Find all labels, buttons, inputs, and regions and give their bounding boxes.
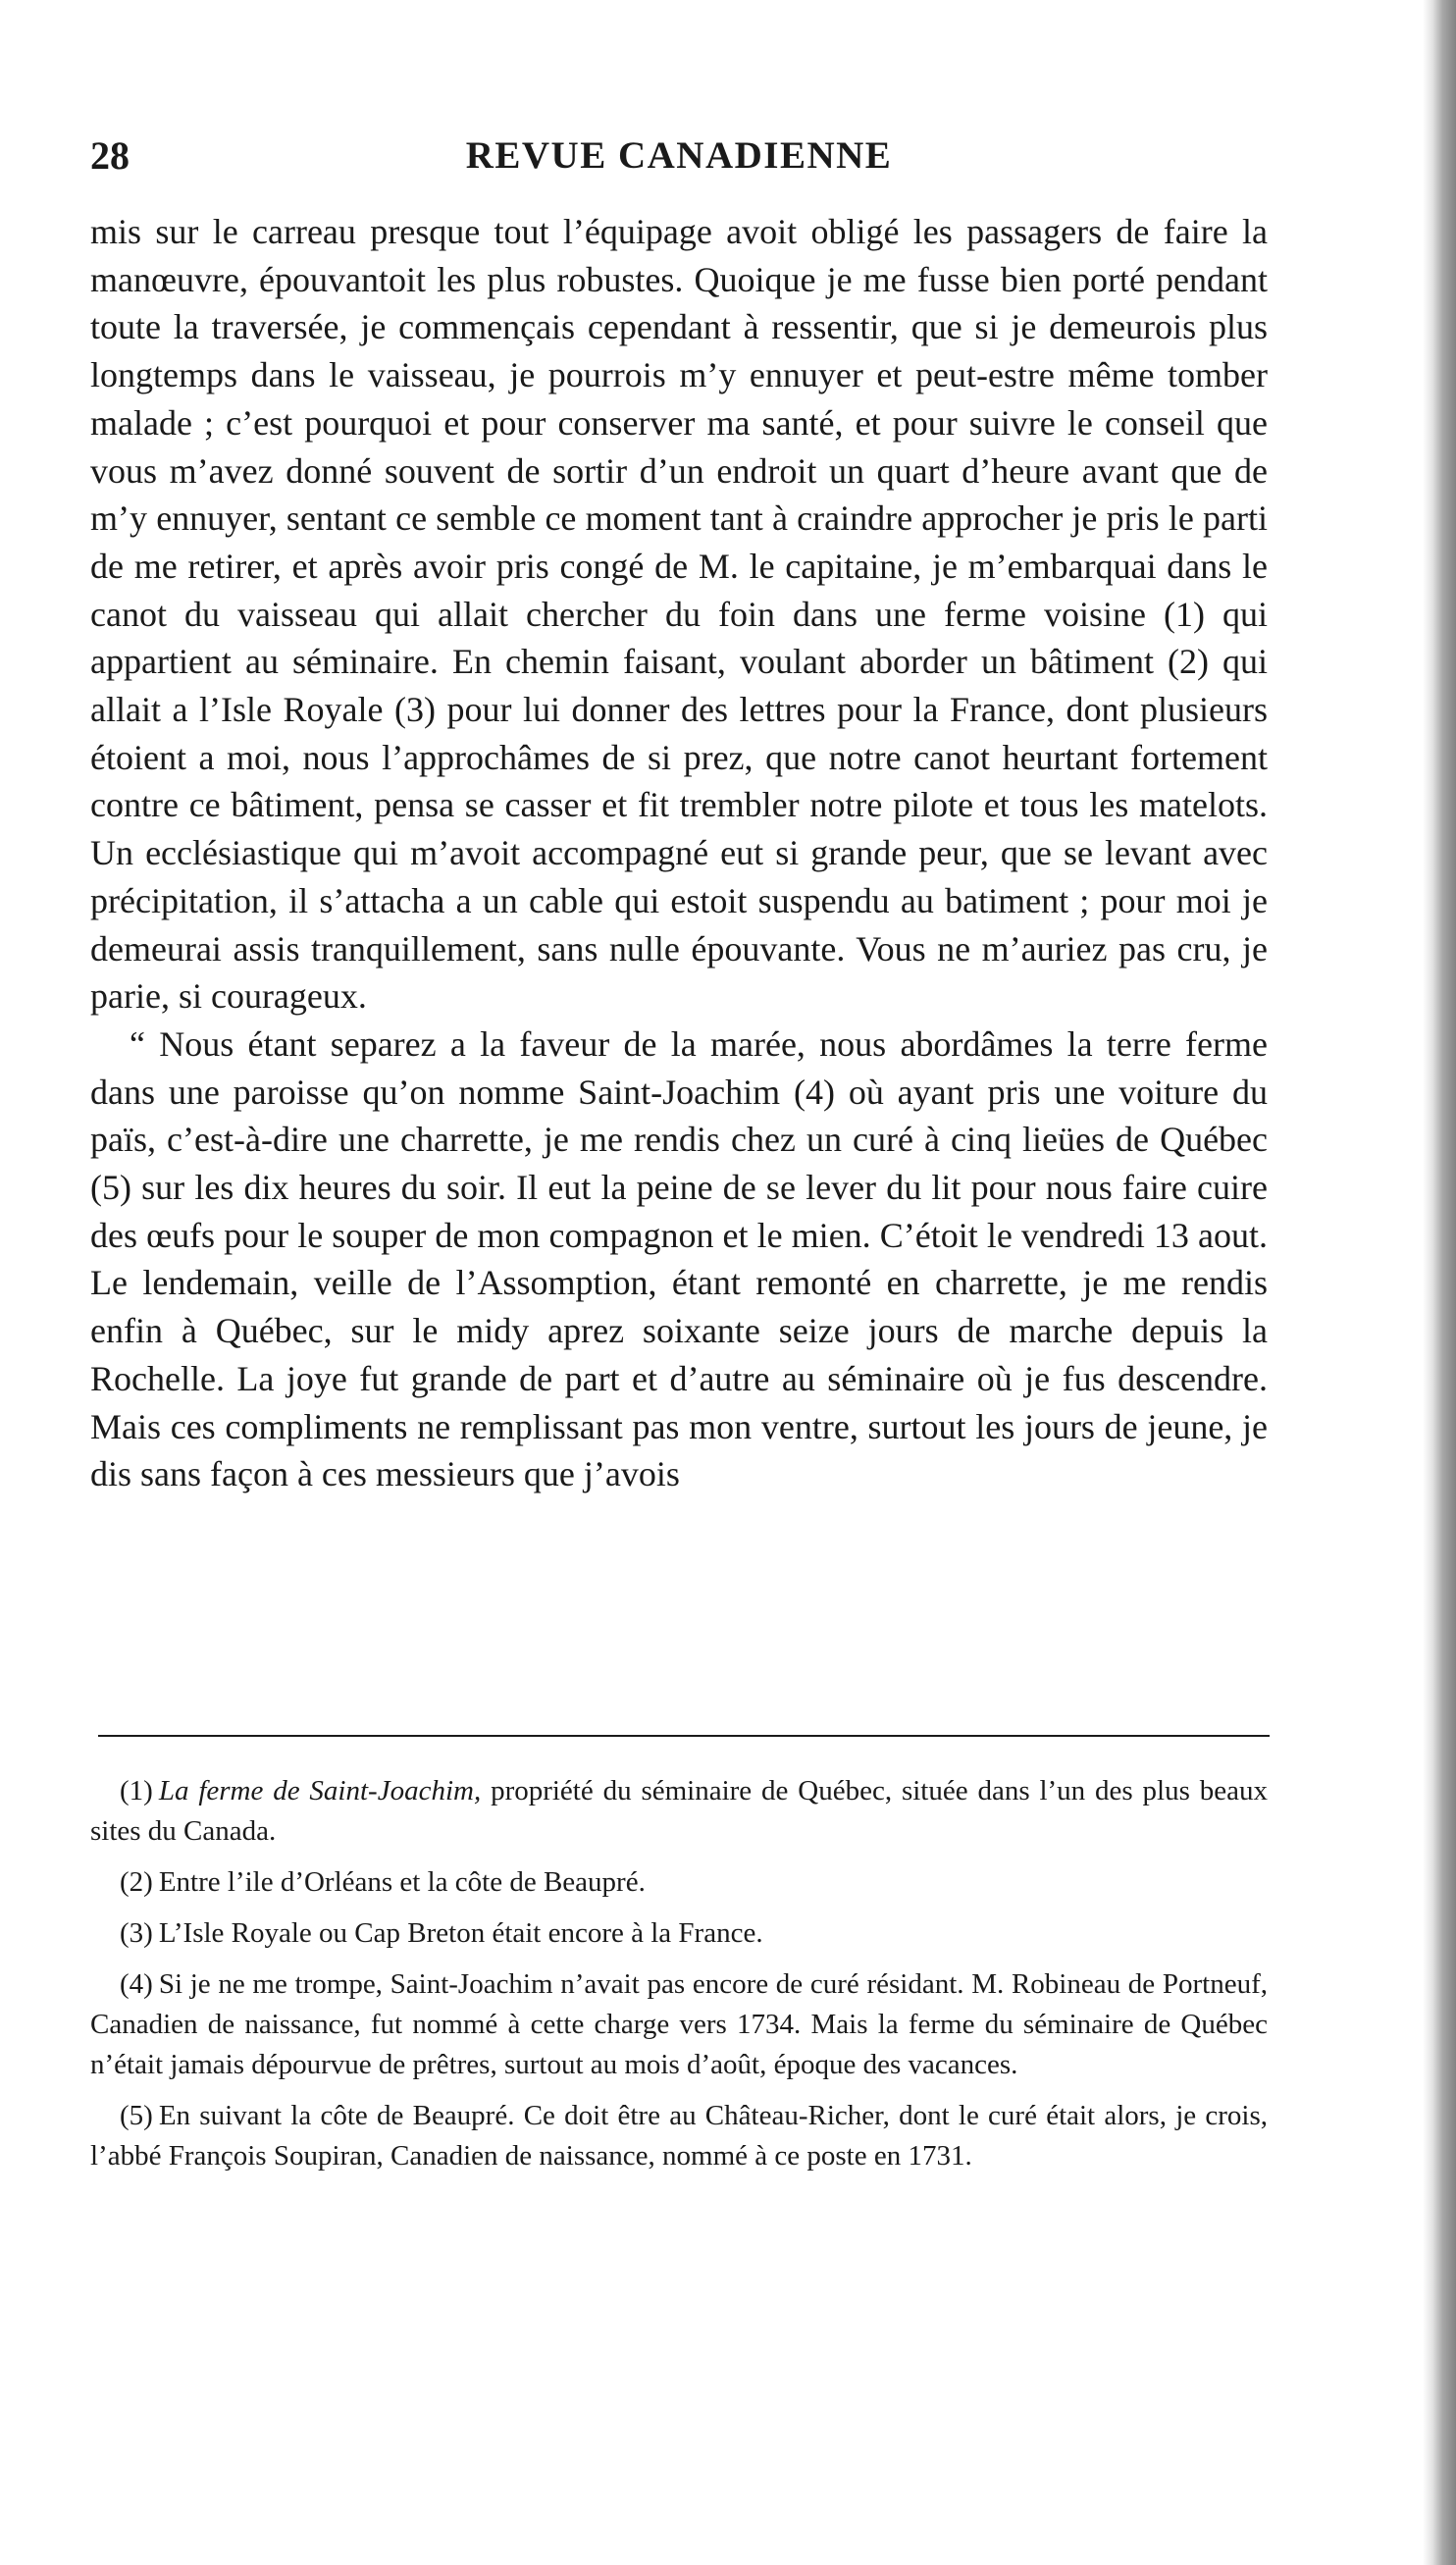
footnote <box>90 1771 1268 1852</box>
footnote-text: Si je ne me trompe, Saint-Joachim n’avait pas encore de curé résidant. M. Robineau de Portneuf, Canadien de naissance, fut nommé à cette charge vers 1734. Mais la ferme du séminaire de Québec n’était jamais dépourvue de prêtres, surtout au mois d’août, époque des vacances. <box>90 1968 1268 2080</box>
footnote-italic-text: La ferme de Saint-Joachim, <box>158 1775 482 1806</box>
body-paragraph: mis sur le carreau presque tout l’équipage avoit obligé les passagers de faire la manœuvre, épouvantoit les plus robustes. Quoique je me fusse bien porté pendant toute la traversée, je commençais cependant à ressentir, que si je demeurois plus longtemps dans le vaisseau, je pourrois m’y ennuyer et peut-estre même tomber malade ; c’est pourquoi et pour conserver ma santé, et pour suivre le conseil que vous m’avez donné souvent de sortir d’un endroit un quart d’heure avant que de m’y ennuyer, sentant ce semble ce moment tant à craindre approcher je pris le parti de me retirer, et après avoir pris congé de M. le capitaine, je m’embarquai dans le canot du vaisseau qui allait chercher du foin dans une ferme voisine (1) qui appartient au séminaire. En chemin faisant, voulant aborder un bâtiment (2) qui allait a l’Isle Royale (3) pour lui donner des lettres pour la France, dont plusieurs étoient a moi, nous l’approchâmes de si prez, que notre canot heurtant fortement contre ce bâtiment, pensa se casser et fit trembler notre pilote et tous les matelots. Un ecclésiastique qui m’avoit accompagné eut si grande peur, que se levant avec précipitation, il s’attacha a un cable qui estoit suspendu au batiment ; pour moi je demeurai assis tranquillement, sans nulle épouvante. Vous ne m’auriez pas cru, je parie, si courageux. <box>90 212 1268 1017</box>
main-text <box>90 208 1268 1498</box>
body-paragraph: “ Nous étant separez a la faveur de la marée, nous abordâmes la terre ferme dans une paroisse qu’on nomme Saint-Joachim (4) où ayant pris une voiture du païs, c’est-à-dire une charrette, je me rendis chez un curé à cinq lieües de Québec (5) sur les dix heures du soir. Il eut la peine de se lever du lit pour nous faire cuire des œufs pour le souper de mon compagnon et le mien. C’étoit le vendredi 13 aout. Le lendemain, veille de l’Assomption, étant remonté en charrette, je me rendis enfin à Québec, sur le midy aprez soixante seize jours de marche depuis la Rochelle. La joye fut grande de part et d’autre au séminaire où je fus descendre. Mais ces compliments ne remplissant pas mon ventre, surtout les jours de jeune, je dis sans façon à ces messieurs que j’avois <box>90 1023 1268 1494</box>
footnote-divider <box>98 1735 1270 1737</box>
footnote <box>90 2096 1268 2176</box>
footnote-number: (3) <box>120 1917 153 1949</box>
footnote-number: (1) <box>120 1775 153 1806</box>
footnote-text: L’Isle Royale ou Cap Breton était encore à la France. <box>158 1917 763 1949</box>
footnote-number: (2) <box>120 1866 153 1898</box>
footnote <box>90 1862 1268 1903</box>
page-number: 28 <box>90 133 130 178</box>
footnotes <box>90 1771 1268 2187</box>
footnote-number: (5) <box>120 2100 153 2131</box>
footnote <box>90 1913 1268 1954</box>
footnote <box>90 1964 1268 2085</box>
footnote-text: propriété du séminaire de Québec, située dans l’un des plus beaux sites du Canada. <box>90 1775 1268 1847</box>
footnote-text: En suivant la côte de Beaupré. Ce doit être au Château-Richer, dont le curé était alors, je crois, l’abbé François Soupiran, Canadien de naissance, nommé à ce poste en 1731. <box>90 2100 1268 2172</box>
running-head: REVUE CANADIENNE <box>465 134 893 177</box>
footnote-number: (4) <box>120 1968 153 2000</box>
page-header <box>90 131 1268 181</box>
footnote-text: Entre l’ile d’Orléans et la côte de Beaupré. <box>158 1866 646 1898</box>
page-edge-shadow <box>1423 0 1456 2565</box>
